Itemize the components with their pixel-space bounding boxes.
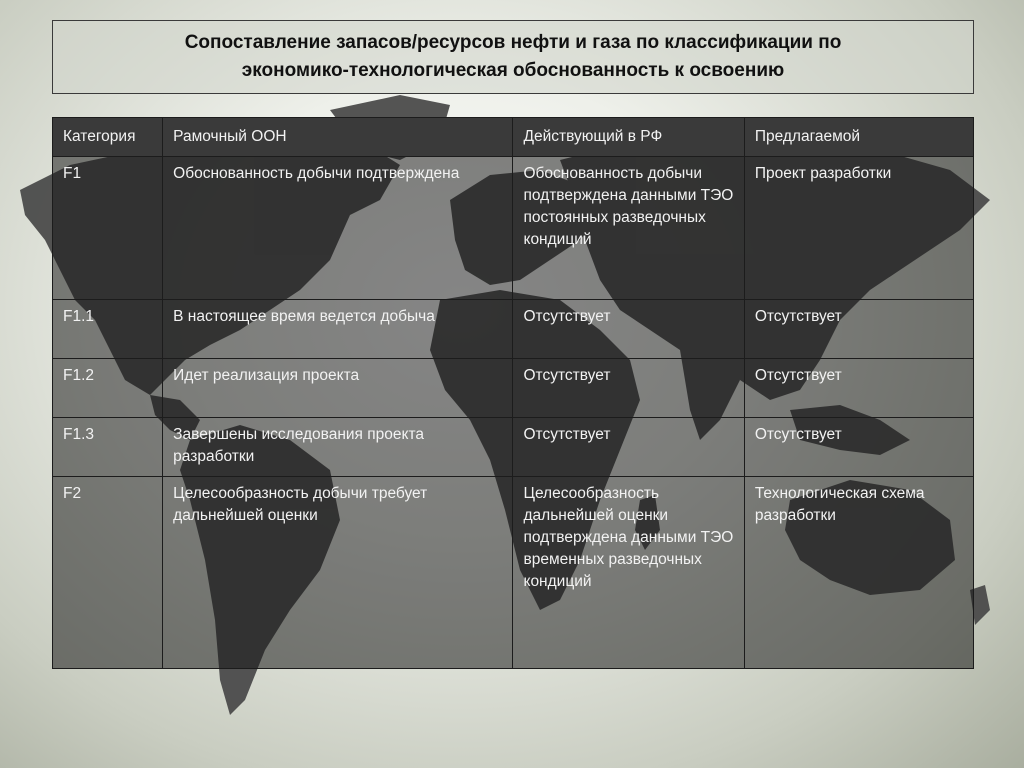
header-un-framework: Рамочный ООН [163, 118, 513, 157]
table-row [53, 300, 974, 359]
slide-title-line1: Сопоставление запасов/ресурсов нефти и газа по классификации по [184, 32, 842, 53]
table-cell-proposed: Технологическая схема разработки [744, 477, 973, 669]
table-row [53, 418, 974, 477]
table-row [53, 477, 974, 669]
header-category: Категория [53, 118, 163, 157]
slide-title [52, 20, 974, 94]
table-cell-category: F1.3 [53, 418, 163, 477]
table-row [53, 157, 974, 300]
table-cell-rf-current: Обоснованность добычи подтверждена данными ТЭО постоянных разведочных кондиций [513, 157, 744, 300]
table-header-row [53, 118, 974, 157]
comparison-table [52, 117, 974, 669]
table-cell-un-framework: В настоящее время ведется добыча [163, 300, 513, 359]
table-cell-rf-current: Отсутствует [513, 359, 744, 418]
table-cell-rf-current: Отсутствует [513, 300, 744, 359]
header-proposed: Предлагаемой [744, 118, 973, 157]
table-cell-category: F1.2 [53, 359, 163, 418]
table-cell-proposed: Отсутствует [744, 300, 973, 359]
table-cell-rf-current: Целесообразность дальнейшей оценки подтверждена данными ТЭО временных разведочных кондиций [513, 477, 744, 669]
table-cell-proposed: Отсутствует [744, 359, 973, 418]
header-rf-current: Действующий в РФ [513, 118, 744, 157]
table-cell-proposed: Проект разработки [744, 157, 973, 300]
table-cell-category: F1 [53, 157, 163, 300]
table-cell-un-framework: Идет реализация проекта [163, 359, 513, 418]
table-row [53, 359, 974, 418]
table-cell-category: F1.1 [53, 300, 163, 359]
slide-title-line2: экономико-технологическая обоснованность к освоению [241, 60, 785, 81]
table-cell-un-framework: Целесообразность добычи требует дальнейшей оценки [163, 477, 513, 669]
table-cell-rf-current: Отсутствует [513, 418, 744, 477]
table-cell-un-framework: Завершены исследования проекта разработки [163, 418, 513, 477]
table-cell-un-framework: Обоснованность добычи подтверждена [163, 157, 513, 300]
table-cell-category: F2 [53, 477, 163, 669]
table-cell-proposed: Отсутствует [744, 418, 973, 477]
